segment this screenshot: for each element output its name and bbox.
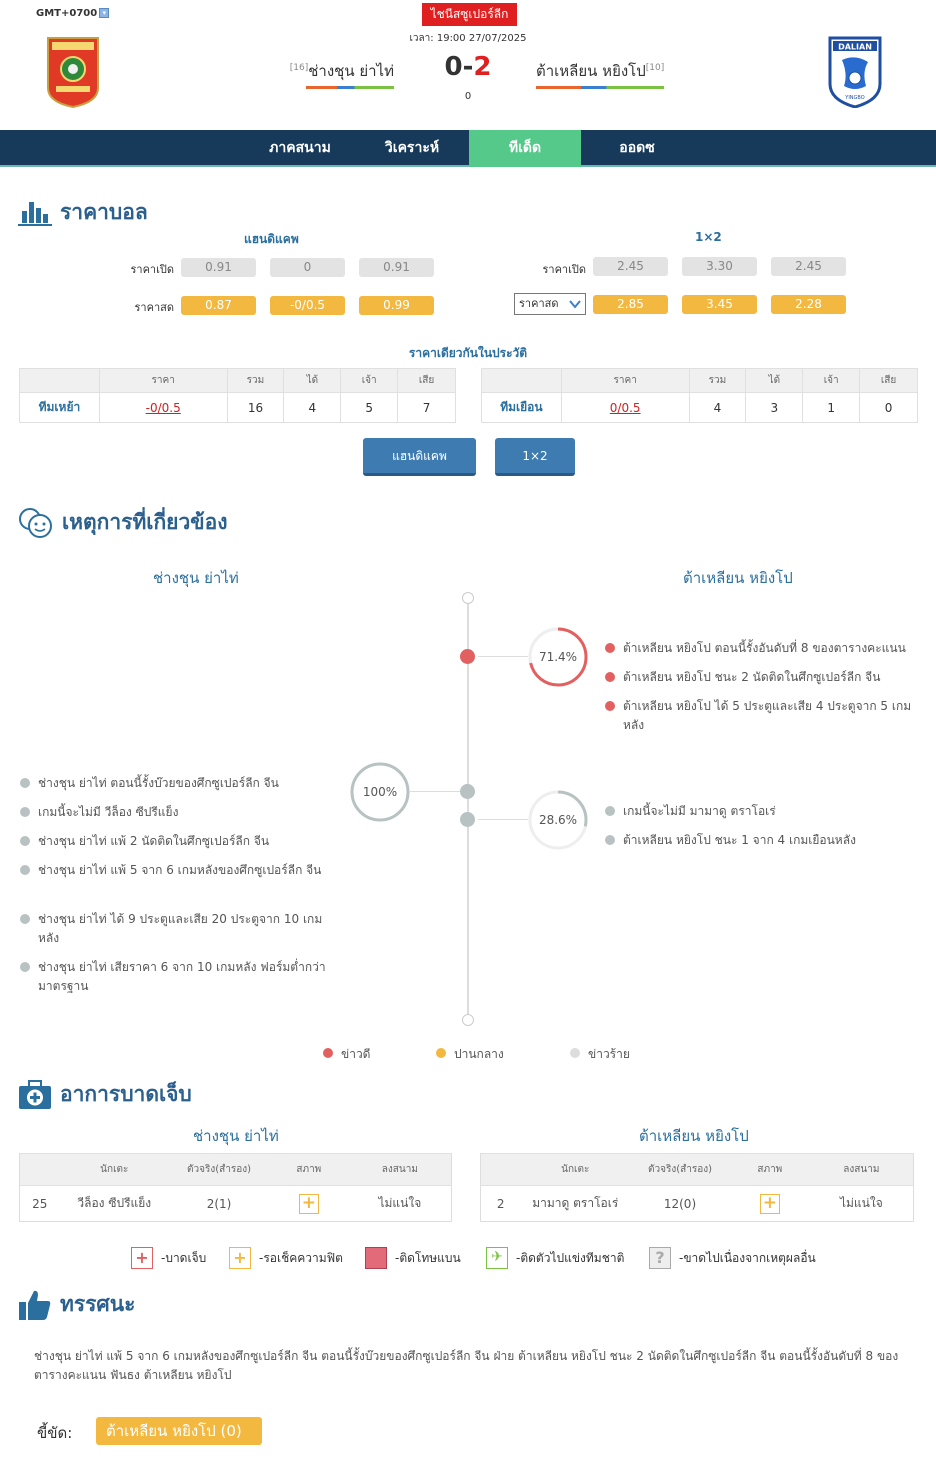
away-good-pct: 71.4% — [538, 650, 578, 664]
timeline-start-node — [462, 592, 474, 604]
question-icon: ? — [649, 1247, 671, 1269]
history-table-home: ราคา รวม ได้ เจ้า เสีย ทีมเหย้า -0/0.5 16 4 5 7 — [19, 368, 456, 423]
history-away-price-link[interactable]: 0/0.5 — [609, 400, 641, 415]
odds-type-select[interactable]: ราคาสด — [514, 293, 586, 315]
event-item: เกมนี้จะไม่มี มามาดู ตราโอเร่ — [605, 802, 920, 821]
handicap-open-line: 0 — [270, 258, 345, 277]
injuries-away-team: ต้าเหลียน หยิงโป — [639, 1127, 749, 1145]
league-badge[interactable]: ไชนีสซูเปอร์ลีก — [422, 3, 517, 26]
key-national: ✈ -ติดตัวไปแข่งทีมชาติ — [486, 1246, 624, 1270]
injured-icon: + — [131, 1247, 153, 1269]
key-suspended: -ติดโทษแบน — [365, 1246, 461, 1270]
x12-open-draw: 3.30 — [682, 257, 757, 276]
handicap-open-home: 0.91 — [181, 258, 256, 277]
tab-field[interactable]: ภาคสนาม — [269, 140, 331, 156]
halftime-score: 0 — [464, 91, 472, 102]
timeline-away-neutral-node — [460, 812, 475, 827]
event-item: ช่างชุน ย่าไท่ ได้ 9 ประตูและเสีย 20 ประตูจาก 10 เกมหลัง — [20, 910, 335, 948]
table-row: 25 วีล็อง ซีปรีแย็ง 2(1) + ไม่แน่ใจ — [20, 1186, 452, 1222]
fitness-icon: + — [229, 1247, 251, 1269]
event-item: ช่างชุน ย่าไท่ เสียราคา 6 จาก 10 เกมหลัง ฟอร์มต่ำกว่ามาตรฐาน — [20, 958, 335, 996]
x12-live-away: 2.28 — [771, 295, 846, 314]
x12-live-draw: 3.45 — [682, 295, 757, 314]
x12-open-label: ราคาเปิด — [542, 263, 586, 276]
player-name[interactable]: มามาดู ตราโอเร่ — [532, 1196, 619, 1210]
bar-chart-icon — [18, 199, 52, 227]
event-item: ช่างชุน ย่าไท่ ตอนนี้รั้งบ๊วยของศึกซูเปอร์ลีก จีน — [20, 774, 335, 793]
x12-live-home: 2.85 — [593, 295, 668, 314]
history-title: ราคาเดียวกันในประวัติ — [408, 346, 528, 360]
away-logo-subtext: YINGBO — [845, 95, 865, 101]
handicap-live-label: ราคาสด — [134, 301, 174, 314]
events-section-title: เหตุการที่เกี่ยวข้อง — [18, 506, 228, 539]
legend-good: ข่าวดี — [323, 1045, 370, 1064]
opinion-text: ช่างชุน ย่าไท่ แพ้ 5 จาก 6 เกมหลังของศึกซูเปอร์ลีก จีน ตอนนี้รั้งบ๊วยของศึกซูเปอร์ลีก จีน ฝ่าย ต้าเหลียน หยิงโป ชนะ 2 นัดติดในศึกซูเปอร์ลีก จีน ตอนนี้รั้งอันดับที่ 8 ของตารางคะแนน ฟันธง ต้าเหลียน หยิงโป — [34, 1349, 899, 1382]
table-row: ทีมเยือน 0/0.5 4 3 1 0 — [482, 393, 918, 423]
handicap-open-away: 0.91 — [359, 258, 434, 277]
handicap-live-line: -0/0.5 — [270, 296, 345, 315]
away-neutral-pct: 28.6% — [538, 813, 578, 827]
injuries-home-team: ช่างชุน ย่าไท่ — [193, 1127, 279, 1145]
fitness-check-icon: + — [299, 1194, 319, 1214]
away-team-name[interactable]: ต้าเหลียน หยิงโป[10] — [536, 59, 664, 83]
home-neutral-pct: 100% — [362, 785, 398, 799]
key-fitness: + -รอเช็คความฟิต — [229, 1246, 343, 1270]
fitness-check-icon: + — [760, 1194, 780, 1214]
main-nav — [0, 130, 936, 167]
event-item: เกมนี้จะไม่มี วีล็อง ซีปรีแย็ง — [20, 803, 335, 822]
table-row: 2 มามาดู ตราโอเร่ 12(0) + ไม่แน่ใจ — [481, 1186, 914, 1222]
history-away-label: ทีมเยือน — [482, 393, 562, 423]
pick-label: ขี้ขัด: — [37, 1424, 73, 1442]
handicap-live-away: 0.99 — [359, 296, 434, 315]
chevron-down-icon[interactable] — [568, 298, 582, 310]
home-team-name[interactable]: [16]ช่างชุน ย่าไท่ — [290, 59, 394, 83]
history-table-away: ราคา รวม ได้ เจ้า เสีย ทีมเยือน 0/0.5 4 3 1 0 — [481, 368, 918, 423]
event-item: ต้าเหลียน หยิงโป ชนะ 1 จาก 4 เกมเยือนหลัง — [605, 831, 920, 850]
legend-neutral: ปานกลาง — [436, 1045, 504, 1064]
x12-title: 1×2 — [695, 230, 722, 244]
thumbs-up-icon — [18, 1289, 52, 1321]
plane-icon: ✈ — [486, 1247, 508, 1269]
timeline-end-node — [462, 1014, 474, 1026]
table-row: ทีมเหย้า -0/0.5 16 4 5 7 — [20, 393, 456, 423]
tab-tips[interactable]: ทีเด็ด — [469, 130, 581, 167]
pick-badge: ต้าเหลียน หยิงโป (0) — [96, 1417, 262, 1445]
connector — [478, 656, 528, 657]
injuries-table-home: นักเตะ ตัวจริง(สำรอง) สภาพ ลงสนาม 25 วีล็อง ซีปรีแย็ง 2(1) + ไม่แน่ใจ — [19, 1153, 452, 1222]
event-item: ต้าเหลียน หยิงโป ได้ 5 ประตูและเสีย 4 ประตูจาก 5 เกมหลัง — [605, 697, 920, 735]
connector — [478, 819, 528, 820]
timeline-good-node — [460, 649, 475, 664]
odds-section-title: ราคาบอล — [18, 196, 148, 229]
event-item: ต้าเหลียน หยิงโป ชนะ 2 นัดติดในศึกซูเปอร์ลีก จีน — [605, 668, 920, 687]
history-home-label: ทีมเหย้า — [20, 393, 100, 423]
event-item: ต้าเหลียน หยิงโป ตอนนี้รั้งอันดับที่ 8 ของตารางคะแนน — [605, 639, 920, 658]
tab-odds[interactable]: ออดซ — [619, 140, 655, 156]
connector — [410, 791, 460, 792]
legend-bad: ข่าวร้าย — [570, 1045, 630, 1064]
match-header — [0, 0, 936, 130]
match-time: เวลา: 19:00 27/07/2025 — [409, 33, 527, 44]
opinion-section-title: ทรรศนะ — [18, 1288, 135, 1321]
tab-analysis[interactable]: วิเคราะห์ — [384, 140, 440, 156]
handicap-title: แฮนดิแคพ — [244, 232, 299, 246]
events-home-team: ช่างชุน ย่าไท่ — [153, 569, 239, 587]
event-item: ช่างชุน ย่าไท่ แพ้ 2 นัดติดในศึกซูเปอร์ลีก จีน — [20, 832, 335, 851]
history-home-price-link[interactable]: -0/0.5 — [145, 400, 181, 415]
timeline-home-neutral-node — [460, 784, 475, 799]
injuries-table-away: นักเตะ ตัวจริง(สำรอง) สภาพ ลงสนาม 2 มามาดู ตราโอเร่ 12(0) + ไม่แน่ใจ — [480, 1153, 914, 1222]
x12-open-home: 2.45 — [593, 257, 668, 276]
key-injured: + -บาดเจ็บ — [131, 1246, 206, 1270]
away-logo-text: DALIAN — [838, 42, 872, 52]
dropdown-icon[interactable]: ▾ — [99, 8, 109, 18]
timezone-selector[interactable]: GMT+0700 ▾ — [36, 8, 109, 19]
suspended-icon — [365, 1247, 387, 1269]
handicap-open-label: ราคาเปิด — [130, 263, 174, 276]
event-item: ช่างชุน ย่าไท่ แพ้ 5 จาก 6 เกมหลังของศึกซูเปอร์ลีก จีน — [20, 861, 335, 880]
injuries-section-title: อาการบาดเจ็บ — [18, 1078, 192, 1111]
handicap-live-home: 0.87 — [181, 296, 256, 315]
x12-history-button[interactable]: 1×2 — [495, 438, 575, 476]
scoreline: 0-2 — [444, 52, 492, 82]
medkit-icon — [18, 1080, 52, 1110]
x12-open-away: 2.45 — [771, 257, 846, 276]
player-name[interactable]: วีล็อง ซีปรีแย็ง — [77, 1196, 152, 1210]
handicap-history-button[interactable]: แฮนดิแคพ — [363, 438, 476, 476]
events-away-team: ต้าเหลียน หยิงโป — [683, 569, 793, 587]
faces-icon — [18, 507, 54, 539]
key-other: ? -ขาดไปเนื่องจากเหตุผลอื่น — [649, 1246, 816, 1270]
